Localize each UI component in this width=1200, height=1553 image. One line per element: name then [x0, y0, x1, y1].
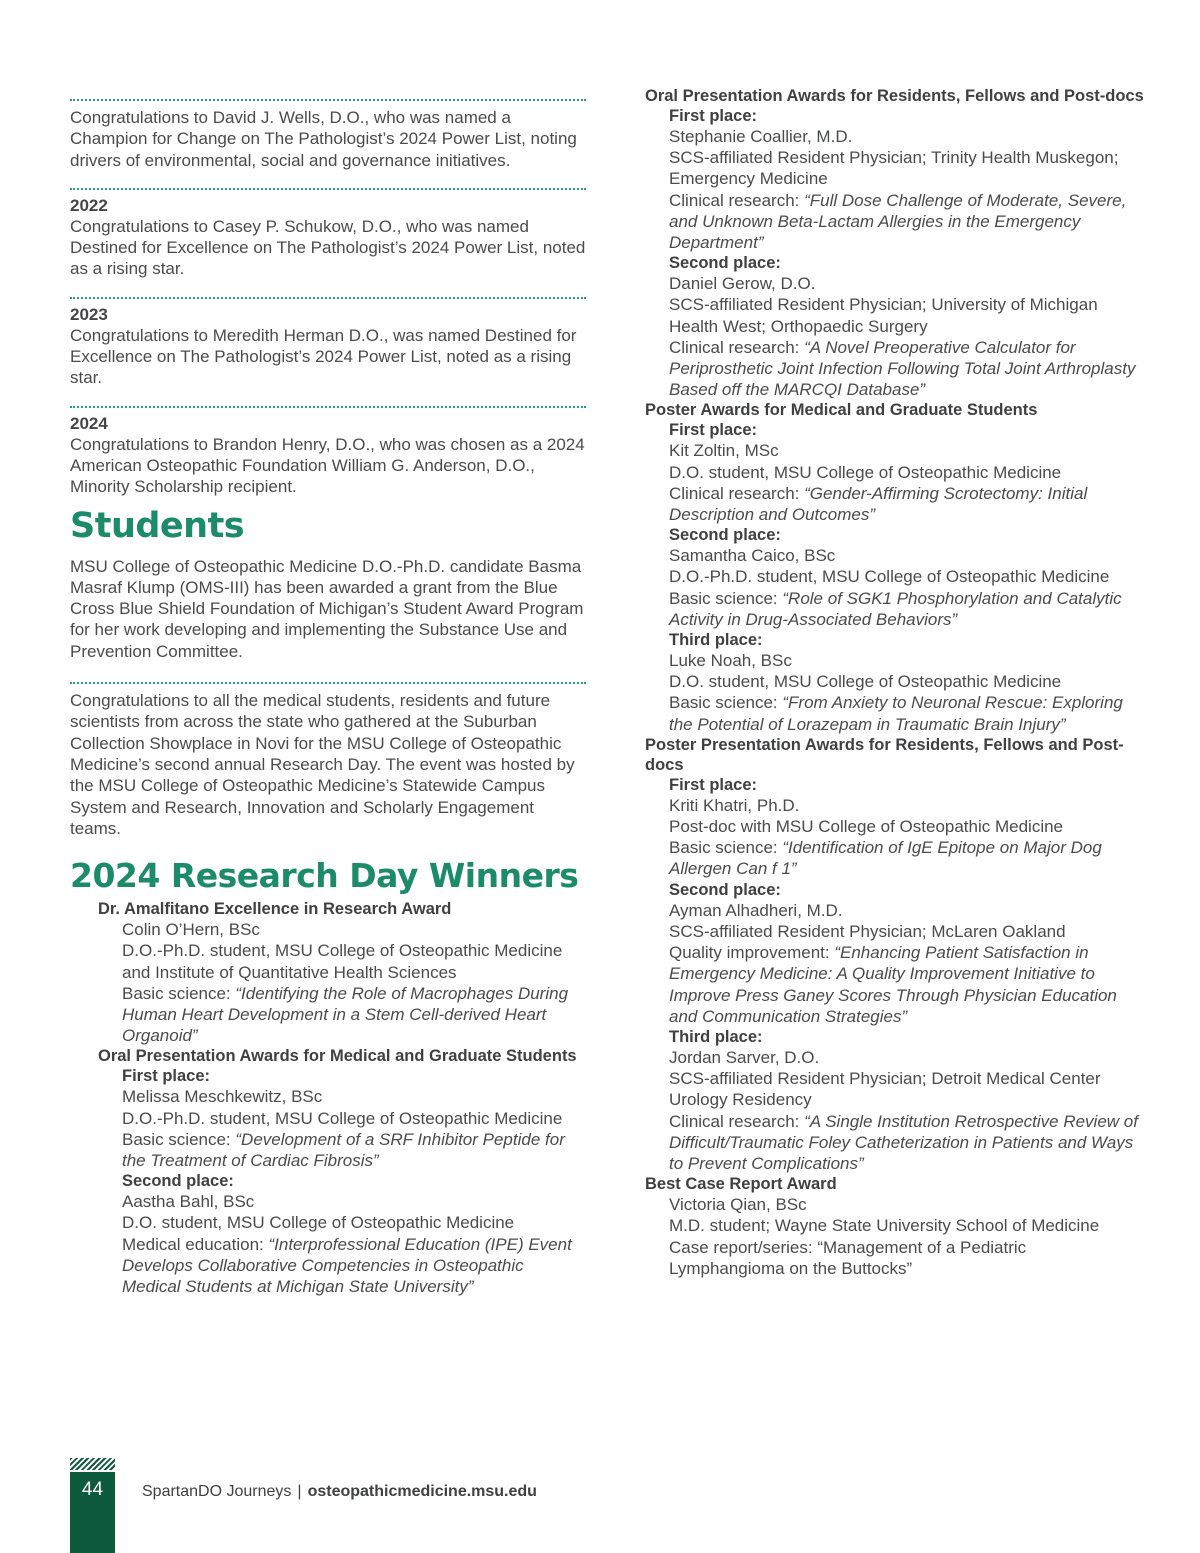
- work-category: Quality improvement:: [669, 943, 835, 963]
- winner-affiliation: D.O. student, MSU College of Osteopathic Medicine: [122, 1213, 515, 1233]
- place-label: First place:: [122, 1067, 211, 1086]
- winner-affiliation: D.O.-Ph.D. student, MSU College of Osteopathic Medicine: [669, 567, 1110, 587]
- place-label: Second place:: [669, 254, 781, 273]
- work-title: “Identification of IgE Epitope on Major Dog Allergen Can f 1”: [669, 838, 1102, 879]
- page-footer: [0, 1458, 1200, 1553]
- divider: [70, 682, 586, 684]
- divider: [70, 297, 586, 299]
- award-title: Poster Presentation Awards for Residents, Fellows and Post-docs: [645, 735, 1124, 774]
- work-title: “Interprofessional Education (IPE) Event Develops Collaborative Competencies in Osteopathic Medical Students at Michigan State University”: [122, 1234, 572, 1296]
- winner-work: [669, 588, 1145, 630]
- divider: [70, 406, 586, 408]
- footer-text: [142, 1482, 537, 1502]
- winner-work: [669, 337, 1145, 401]
- place-label: Second place:: [122, 1172, 234, 1191]
- left-column: [70, 0, 586, 1297]
- year-heading: 2024: [70, 413, 108, 433]
- year-heading: 2023: [70, 304, 108, 324]
- divider: [70, 188, 586, 190]
- place-label: Third place:: [669, 1027, 763, 1046]
- place-label: Second place:: [669, 880, 781, 899]
- winner-name: Jordan Sarver, D.O.: [669, 1047, 820, 1067]
- place-label: First place:: [669, 107, 758, 125]
- work-category: Basic science:: [122, 983, 236, 1003]
- work-title: “A Novel Preoperative Calculator for Periprosthetic Joint Infection Following Total Joint Arthroplasty Based off the MARCQI Database”: [669, 337, 1136, 400]
- place-label: Third place:: [669, 631, 763, 650]
- winner-name: Luke Noah, BSc: [669, 651, 792, 671]
- award-title: Oral Presentation Awards for Medical and Graduate Students: [98, 1047, 577, 1066]
- winner-affiliation: D.O. student, MSU College of Osteopathic Medicine: [669, 462, 1062, 482]
- intro-paragraph: Congratulations to David J. Wells, D.O., who was named a Champion for Change on The Pathologist’s 2024 Power List, noting drivers of environmental, social and governance initiatives.: [70, 108, 577, 170]
- work-title: “Gender-Affirming Scrotectomy: Initial Description and Outcomes”: [669, 483, 1088, 525]
- winner-affiliation: SCS-affiliated Resident Physician; McLaren Oakland: [669, 921, 1066, 941]
- place-label: Second place:: [669, 526, 781, 545]
- winner-affiliation: SCS-affiliated Resident Physician; Trinity Health Muskegon; Emergency Medicine: [669, 148, 1119, 189]
- work-category: Basic science:: [669, 693, 783, 713]
- winner-work: [669, 483, 1145, 525]
- work-category: Basic science:: [669, 588, 783, 608]
- research-day-paragraph: Congratulations to all the medical students, residents and future scientists from across the state who gathered at the Suburban Collection Showplace in Novi for the MSU College of Osteopathic Medicine’s second annual Research Day. The event was hosted by the MSU College of Osteopathic Medicine’s Statewide Campus System and Research, Innovation and Scholarly Engagement teams.: [70, 691, 575, 838]
- students-paragraph: MSU College of Osteopathic Medicine D.O.-Ph.D. candidate Basma Masraf Klump (OMS-III) has been awarded a grant from the Blue Cross Blue Shield Foundation of Michigan’s Student Award Program for her work developing and implementing the Substance Use and Prevention Committee.: [70, 556, 584, 661]
- award-title: Oral Presentation Awards for Residents, Fellows and Post-docs: [645, 87, 1144, 105]
- work-title: “From Anxiety to Neuronal Rescue: Exploring the Potential of Lorazepam in Traumatic Brain Injury”: [669, 693, 1123, 734]
- work-title: “A Single Institution Retrospective Review of Difficult/Traumatic Foley Catheterization in Patients and Ways to Prevent Complications”: [669, 1111, 1138, 1173]
- hatch-decoration: [70, 1458, 115, 1470]
- work-title: “Full Dose Challenge of Moderate, Severe, and Unknown Beta-Lactam Allergies in the Emergency Department”: [669, 190, 1127, 253]
- winner-name: Colin O’Hern, BSc: [122, 920, 260, 940]
- winner-work: [122, 1129, 586, 1171]
- case-report-award: [645, 1174, 1145, 1279]
- divider: [70, 99, 586, 101]
- entry-paragraph: Congratulations to Meredith Herman D.O., was named Destined for Excellence on The Pathologist’s 2024 Power List, noted as a rising star.: [70, 325, 577, 388]
- work-title: “Enhancing Patient Satisfaction in Emergency Medicine: A Quality Improvement Initiative to Improve Press Ganey Scores Through Physician Education and Communication Strategies”: [669, 943, 1117, 1026]
- work-category: Clinical research:: [669, 190, 805, 210]
- winner-name: Victoria Qian, BSc: [669, 1195, 807, 1215]
- winner-affiliation: Post-doc with MSU College of Osteopathic Medicine: [669, 817, 1064, 837]
- work-category: Clinical research:: [669, 483, 805, 503]
- work-category: Clinical research:: [669, 337, 805, 357]
- winner-name: Ayman Alhadheri, M.D.: [669, 900, 843, 920]
- winner-work: [669, 190, 1145, 254]
- winner-affiliation: SCS-affiliated Resident Physician; Detroit Medical Center Urology Residency: [669, 1069, 1101, 1110]
- award-title: Best Case Report Award: [645, 1175, 837, 1194]
- publication-name: SpartanDO Journeys: [142, 1483, 292, 1500]
- poster-med-award: [645, 400, 1145, 734]
- oral-res-award: [645, 86, 1145, 400]
- winner-affiliation: D.O.-Ph.D. student, MSU College of Osteopathic Medicine: [122, 1108, 563, 1128]
- award-title: Poster Awards for Medical and Graduate Students: [645, 401, 1038, 420]
- work-title: “Identifying the Role of Macrophages During Human Heart Development in a Stem Cell-derived Heart Organoid”: [122, 983, 569, 1046]
- place-label: First place:: [669, 775, 758, 794]
- winner-affiliation: SCS-affiliated Resident Physician; University of Michigan Health West; Orthopaedic Surgery: [669, 295, 1098, 336]
- winner-name: Kriti Khatri, Ph.D.: [669, 795, 800, 815]
- winner-name: Melissa Meschkewitz, BSc: [122, 1087, 323, 1107]
- poster-res-award: [645, 735, 1145, 1174]
- amalfitano-award: [70, 899, 586, 1046]
- footer-url-link[interactable]: osteopathicmedicine.msu.edu: [307, 1483, 537, 1500]
- work-category: Clinical research:: [669, 1111, 805, 1131]
- year-heading: 2022: [70, 195, 108, 215]
- work-title: “Development of a SRF Inhibitor Peptide for the Treatment of Cardiac Fibrosis”: [122, 1129, 565, 1170]
- students-heading: Students: [70, 505, 245, 546]
- page-number: 44: [81, 1479, 104, 1500]
- winner-work: [122, 1234, 586, 1298]
- winner-affiliation: D.O.-Ph.D. student, MSU College of Osteopathic Medicine and Institute of Quantitative Health Sciences: [122, 941, 563, 982]
- work-category: Basic science:: [122, 1129, 236, 1149]
- winner-work: [669, 837, 1145, 879]
- winner-work: [669, 942, 1145, 1027]
- winner-name: Daniel Gerow, D.O.: [669, 274, 816, 294]
- winner-name: Aastha Bahl, BSc: [122, 1192, 255, 1212]
- winner-work: [122, 983, 586, 1047]
- winner-work: [669, 1111, 1145, 1175]
- winner-name: Stephanie Coallier, M.D.: [669, 127, 853, 146]
- award-title: Dr. Amalfitano Excellence in Research Award: [98, 900, 452, 919]
- winner-name: Kit Zoltin, MSc: [669, 441, 779, 461]
- place-label: First place:: [669, 421, 758, 440]
- research-day-winners-heading: 2024 Research Day Winners: [70, 856, 579, 896]
- winner-work: [669, 692, 1145, 734]
- right-column: [645, 86, 1145, 1279]
- footer-separator: |: [297, 1483, 302, 1500]
- work-category: Medical education:: [122, 1234, 269, 1254]
- winner-work: Case report/series: “Management of a Pediatric Lymphangioma on the Buttocks”: [669, 1237, 1027, 1278]
- winner-affiliation: D.O. student, MSU College of Osteopathic Medicine: [669, 672, 1062, 692]
- entry-paragraph: Congratulations to Brandon Henry, D.O., who was chosen as a 2024 American Osteopathic Foundation William G. Anderson, D.O., Minority Scholarship recipient.: [70, 434, 585, 497]
- oral-med-award: [70, 1046, 586, 1297]
- work-category: Basic science:: [669, 838, 783, 858]
- entry-paragraph: Congratulations to Casey P. Schukow, D.O., who was named Destined for Excellence on The Pathologist’s 2024 Power List, noted as a rising star.: [70, 216, 586, 279]
- work-title: “Role of SGK1 Phosphorylation and Catalytic Activity in Drug-Associated Behaviors”: [669, 588, 1122, 629]
- winner-name: Samantha Caico, BSc: [669, 546, 836, 566]
- winner-affiliation: M.D. student; Wayne State University School of Medicine: [669, 1216, 1100, 1236]
